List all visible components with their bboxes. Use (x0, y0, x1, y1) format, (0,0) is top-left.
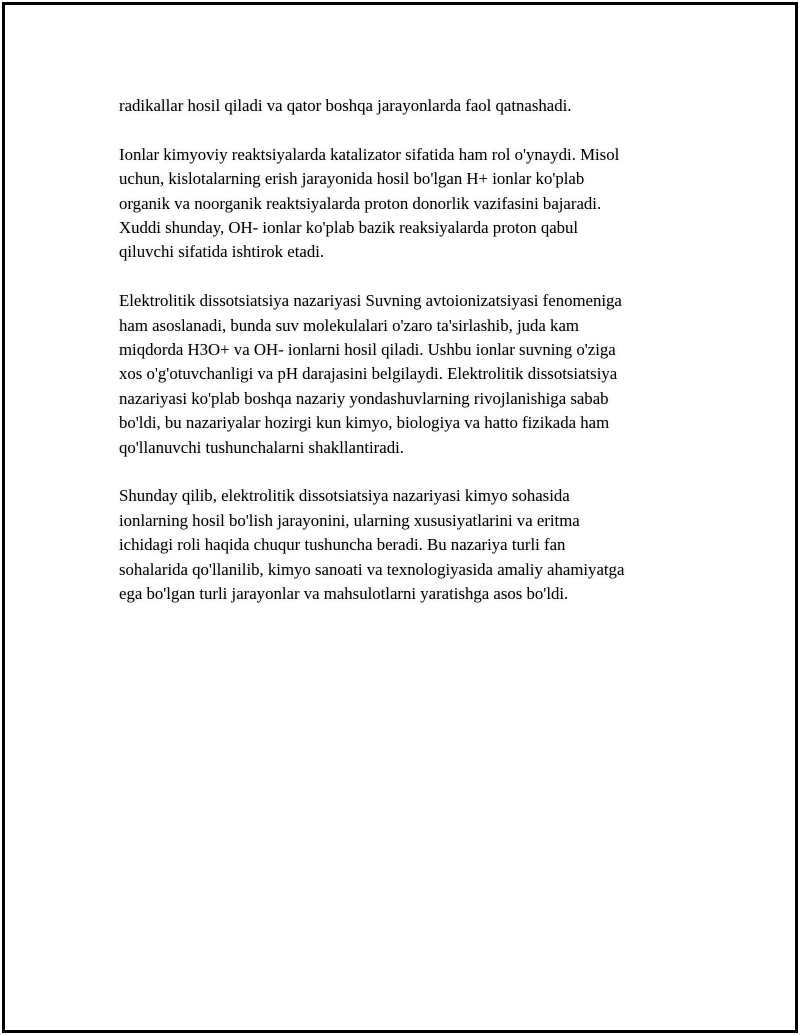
text-line: radikallar hosil qiladi va qator boshqa jarayonlarda faol qatnashadi. (119, 96, 572, 115)
text-line: nazariyasi ko'plab boshqa nazariy yondashuvlarning rivojlanishiga sabab (119, 388, 609, 408)
text-line: Xuddi shunday, OH- ionlar ko'plab bazik reaksiyalarda proton qabul (119, 218, 579, 238)
text-line: qiluvchi sifatida ishtirok etadi. (119, 242, 325, 262)
document-body (119, 94, 679, 631)
text-line: ham asoslanadi, bunda suv molekulalari o'zaro ta'sirlashib, juda kam (119, 315, 579, 335)
text-line: sohalarida qo'llanilib, kimyo sanoati va texnologiyasida amaliy ahamiyatga (119, 559, 625, 579)
text-line: uchun, kislotalarning erish jarayonida hosil bo'lgan H+ ionlar ko'plab (119, 169, 585, 189)
text-line: Ionlar kimyoviy reaktsiyalarda katalizator sifatida ham rol o'ynaydi. Misol (119, 144, 620, 164)
text-line: ega bo'lgan turli jarayonlar va mahsulotlarni yaratishga asos bo'ldi. (119, 584, 569, 604)
paragraph-4 (119, 484, 679, 606)
text-line: organik va noorganik reaktsiyalarda proton donorlik vazifasini bajaradi. (119, 193, 602, 213)
text-line: Elektrolitik dissotsiatsiya nazariyasi Suvning avtoionizatsiyasi fenomeniga (119, 291, 622, 311)
text-line: ichidagi roli haqida chuqur tushuncha beradi. Bu nazariya turli fan (119, 535, 566, 555)
paragraph-3 (119, 289, 679, 460)
text-line: ionlarning hosil bo'lish jarayonini, ularning xususiyatlarini va eritma (119, 510, 580, 530)
text-line: bo'ldi, bu nazariyalar hozirgi kun kimyo, biologiya va hatto fizikada ham (119, 413, 610, 433)
text-line: Shunday qilib, elektrolitik dissotsiatsiya nazariyasi kimyo sohasida (119, 486, 570, 506)
text-line: qo'llanuvchi tushunchalarni shakllantiradi. (119, 437, 404, 457)
text-line: miqdorda H3O+ va OH- ionlarni hosil qiladi. Ushbu ionlar suvning o'ziga (119, 340, 616, 360)
paragraph-1 (119, 94, 679, 118)
page-frame (2, 2, 798, 1033)
text-line: xos o'g'otuvchanligi va pH darajasini belgilaydi. Elektrolitik dissotsiatsiya (119, 364, 618, 384)
paragraph-2 (119, 143, 679, 265)
